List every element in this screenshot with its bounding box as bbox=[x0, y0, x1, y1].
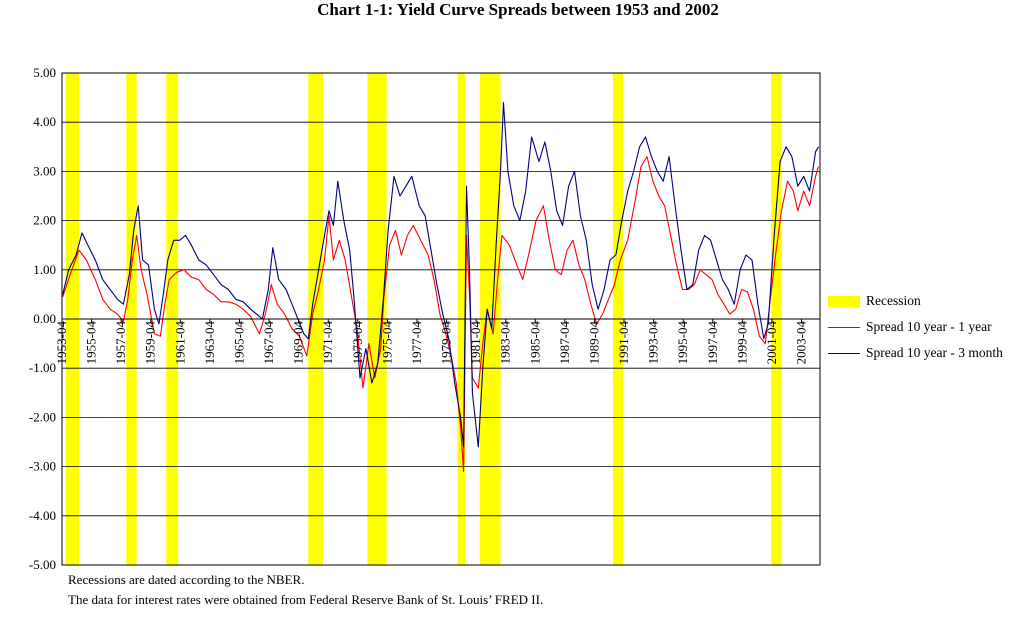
y-tick-label: -2.00 bbox=[28, 409, 56, 425]
legend-swatch-spread-1y bbox=[828, 327, 860, 328]
y-tick-label: 4.00 bbox=[33, 114, 56, 130]
x-tick-label: 1983-04 bbox=[497, 320, 513, 365]
x-tick-label: 2003-04 bbox=[793, 321, 809, 365]
x-tick-label: 1955-04 bbox=[83, 321, 99, 365]
x-tick-label: 2001-04 bbox=[763, 321, 779, 365]
y-axis-ticks bbox=[29, 65, 56, 572]
x-tick-label: 1963-04 bbox=[201, 321, 217, 365]
x-tick-label: 1991-04 bbox=[616, 321, 632, 365]
legend-swatch-spread-3m bbox=[828, 353, 860, 354]
source-note-recessions: Recessions are dated according to the NBER. bbox=[68, 572, 305, 587]
x-tick-label: 1961-04 bbox=[172, 321, 188, 365]
x-tick-label: 1981-04 bbox=[468, 321, 484, 365]
legend-label-recession: Recession bbox=[866, 293, 921, 308]
x-tick-label: 1985-04 bbox=[527, 321, 543, 365]
y-tick-label: 5.00 bbox=[33, 65, 56, 80]
x-tick-label: 1997-04 bbox=[704, 321, 720, 365]
y-tick-label: 3.00 bbox=[33, 163, 56, 179]
x-tick-label: 1967-04 bbox=[261, 321, 277, 365]
y-tick-label: -3.00 bbox=[28, 458, 56, 474]
x-tick-label: 1965-04 bbox=[231, 321, 247, 365]
x-tick-label: 1959-04 bbox=[142, 321, 158, 365]
x-tick-label: 1957-04 bbox=[113, 321, 129, 365]
x-tick-label: 1999-04 bbox=[734, 321, 750, 365]
x-tick-label: 1953-04 bbox=[54, 321, 69, 365]
x-tick-label: 1993-04 bbox=[645, 321, 661, 365]
legend-swatch-recession bbox=[828, 296, 860, 307]
x-tick-label: 1975-04 bbox=[379, 321, 395, 365]
y-tick-label: -5.00 bbox=[28, 557, 56, 572]
y-tick-label: 1.00 bbox=[33, 261, 56, 277]
y-tick-label: -1.00 bbox=[28, 360, 56, 376]
x-tick-label: 1989-04 bbox=[586, 321, 602, 365]
x-tick-label: 1969-04 bbox=[290, 321, 306, 365]
legend-label-spread-1y: Spread 10 year - 1 year bbox=[866, 319, 992, 334]
x-tick-label: 1971-04 bbox=[320, 321, 336, 365]
y-tick-label: -4.00 bbox=[28, 507, 56, 523]
y-tick-label: 2.00 bbox=[33, 212, 56, 228]
x-tick-label: 1977-04 bbox=[408, 321, 424, 365]
y-tick-label: 0.00 bbox=[33, 311, 56, 326]
x-tick-label: 1995-04 bbox=[675, 321, 691, 365]
chart-title: Chart 1-1: Yield Curve Spreads between 1953 and 2002 bbox=[317, 0, 719, 19]
source-note-data: The data for interest rates were obtained from Federal Reserve Bank of St. Louis’ FRED II. bbox=[68, 592, 544, 607]
x-tick-label: 1973-04 bbox=[349, 321, 365, 365]
x-tick-label: 1987-04 bbox=[556, 321, 572, 365]
x-tick-label: 1979-04 bbox=[438, 321, 454, 365]
legend-label-spread-3m: Spread 10 year - 3 month bbox=[866, 345, 1003, 360]
